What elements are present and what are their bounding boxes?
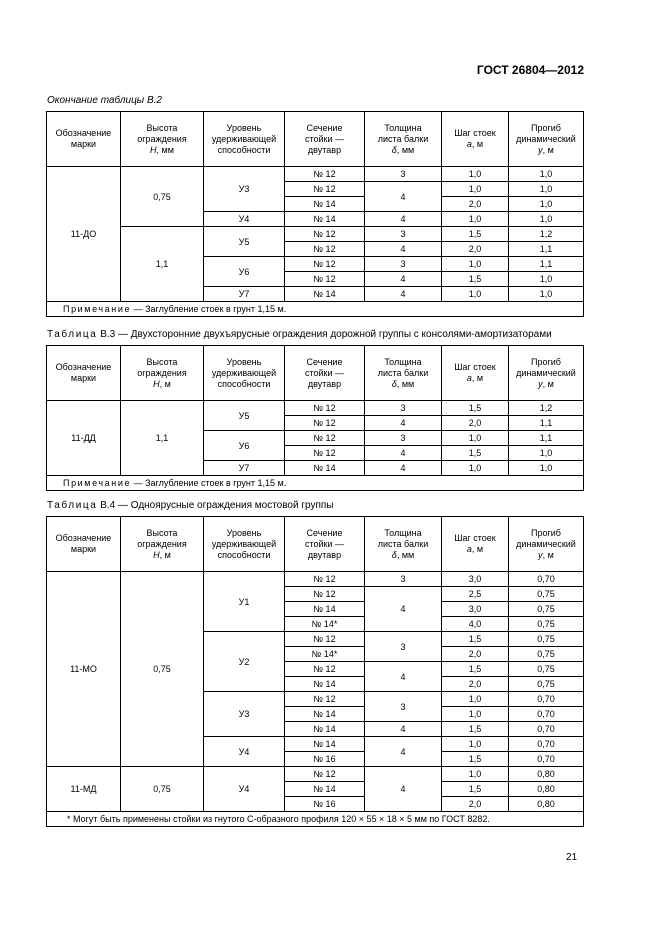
deflection-cell: 0,75 bbox=[509, 662, 584, 677]
section-cell: № 14 bbox=[285, 212, 365, 227]
table-row bbox=[47, 572, 584, 587]
step-cell: 2,0 bbox=[442, 797, 509, 812]
table-b3-caption: Таблица В.3 — Двухсторонние двухъярусные ограждения дорожной группы с консолями-амортизаторами bbox=[47, 329, 552, 340]
level-cell: У1 bbox=[204, 572, 285, 632]
column-header: Толщина листа балки δ, мм bbox=[365, 346, 442, 401]
table-b3 bbox=[46, 345, 584, 491]
section-cell: № 12 bbox=[285, 416, 365, 431]
deflection-cell: 0,75 bbox=[509, 632, 584, 647]
deflection-cell: 0,80 bbox=[509, 767, 584, 782]
column-header: Высота ограждения H, м bbox=[121, 517, 204, 572]
note-row bbox=[47, 812, 584, 827]
deflection-cell: 0,70 bbox=[509, 752, 584, 767]
step-cell: 1,5 bbox=[442, 662, 509, 677]
step-cell: 1,5 bbox=[442, 632, 509, 647]
column-header: Толщина листа балки δ, мм bbox=[365, 517, 442, 572]
thickness-cell: 3 bbox=[365, 572, 442, 587]
section-cell: № 14 bbox=[285, 707, 365, 722]
table-row bbox=[47, 767, 584, 782]
height-cell: 1,1 bbox=[121, 401, 204, 476]
section-cell: № 12 bbox=[285, 182, 365, 197]
level-cell: У4 bbox=[204, 767, 285, 812]
note-row bbox=[47, 302, 584, 317]
step-cell: 3,0 bbox=[442, 602, 509, 617]
deflection-cell: 1,0 bbox=[509, 272, 584, 287]
level-cell: У6 bbox=[204, 257, 285, 287]
section-cell: № 12 bbox=[285, 257, 365, 272]
deflection-cell: 1,2 bbox=[509, 401, 584, 416]
deflection-cell: 1,0 bbox=[509, 212, 584, 227]
table-row bbox=[47, 401, 584, 416]
thickness-cell: 4 bbox=[365, 182, 442, 212]
column-header: Обозначение марки bbox=[47, 346, 121, 401]
column-header: Сечение стойки — двутавр bbox=[285, 346, 365, 401]
deflection-cell: 0,75 bbox=[509, 617, 584, 632]
step-cell: 1,0 bbox=[442, 767, 509, 782]
table-note: Примечание — Заглубление стоек в грунт 1,15 м. bbox=[47, 302, 584, 317]
deflection-cell: 1,1 bbox=[509, 416, 584, 431]
step-cell: 1,0 bbox=[442, 737, 509, 752]
step-cell: 2,5 bbox=[442, 587, 509, 602]
thickness-cell: 3 bbox=[365, 431, 442, 446]
step-cell: 4,0 bbox=[442, 617, 509, 632]
deflection-cell: 0,80 bbox=[509, 797, 584, 812]
thickness-cell: 4 bbox=[365, 461, 442, 476]
column-header: Обозначение марки bbox=[47, 517, 121, 572]
thickness-cell: 4 bbox=[365, 272, 442, 287]
level-cell: У5 bbox=[204, 227, 285, 257]
header-row bbox=[47, 517, 584, 572]
section-cell: № 14 bbox=[285, 461, 365, 476]
thickness-cell: 3 bbox=[365, 632, 442, 662]
section-cell: № 12 bbox=[285, 446, 365, 461]
step-cell: 1,5 bbox=[442, 401, 509, 416]
step-cell: 2,0 bbox=[442, 416, 509, 431]
deflection-cell: 1,1 bbox=[509, 431, 584, 446]
step-cell: 2,0 bbox=[442, 197, 509, 212]
section-cell: № 14 bbox=[285, 602, 365, 617]
level-cell: У3 bbox=[204, 167, 285, 212]
thickness-cell: 3 bbox=[365, 257, 442, 272]
height-cell: 0,75 bbox=[121, 767, 204, 812]
section-cell: № 14 bbox=[285, 197, 365, 212]
column-header: Высота ограждения H, мм bbox=[121, 112, 204, 167]
table-footnote: * Могут быть применены стойки из гнутого С-образного профиля 120 × 55 × 18 × 5 мм по ГОСТ 8282. bbox=[47, 812, 584, 827]
column-header: Шаг стоек a, м bbox=[442, 517, 509, 572]
section-cell: № 14 bbox=[285, 782, 365, 797]
table-b4-caption: Таблица В.4 — Одноярусные ограждения мостовой группы bbox=[47, 500, 334, 511]
section-cell: № 12 bbox=[285, 662, 365, 677]
step-cell: 1,0 bbox=[442, 182, 509, 197]
deflection-cell: 0,75 bbox=[509, 602, 584, 617]
height-cell: 0,75 bbox=[121, 572, 204, 767]
level-cell: У4 bbox=[204, 212, 285, 227]
deflection-cell: 0,75 bbox=[509, 647, 584, 662]
deflection-cell: 0,70 bbox=[509, 737, 584, 752]
step-cell: 1,0 bbox=[442, 257, 509, 272]
table-row bbox=[47, 227, 584, 242]
section-cell: № 12 bbox=[285, 272, 365, 287]
standard-designation: ГОСТ 26804—2012 bbox=[476, 63, 584, 77]
deflection-cell: 1,1 bbox=[509, 242, 584, 257]
step-cell: 1,0 bbox=[442, 167, 509, 182]
mark-cell: 11-МД bbox=[47, 767, 121, 812]
table-b4 bbox=[46, 516, 584, 827]
level-cell: У2 bbox=[204, 632, 285, 692]
column-header: Уровень удерживающей способности bbox=[204, 346, 285, 401]
section-cell: № 14* bbox=[285, 647, 365, 662]
step-cell: 1,5 bbox=[442, 227, 509, 242]
step-cell: 1,5 bbox=[442, 446, 509, 461]
column-header: Сечение стойки — двутавр bbox=[285, 112, 365, 167]
thickness-cell: 4 bbox=[365, 287, 442, 302]
table-row bbox=[47, 167, 584, 182]
column-header: Шаг стоек a, м bbox=[442, 346, 509, 401]
mark-cell: 11-МО bbox=[47, 572, 121, 767]
section-cell: № 12 bbox=[285, 692, 365, 707]
thickness-cell: 4 bbox=[365, 767, 442, 812]
deflection-cell: 1,0 bbox=[509, 197, 584, 212]
section-cell: № 12 bbox=[285, 401, 365, 416]
deflection-cell: 1,2 bbox=[509, 227, 584, 242]
deflection-cell: 0,70 bbox=[509, 572, 584, 587]
table-b2-caption: Окончание таблицы В.2 bbox=[47, 95, 162, 106]
deflection-cell: 0,75 bbox=[509, 587, 584, 602]
thickness-cell: 3 bbox=[365, 227, 442, 242]
section-cell: № 12 bbox=[285, 431, 365, 446]
mark-cell: 11-ДО bbox=[47, 167, 121, 302]
deflection-cell: 1,0 bbox=[509, 167, 584, 182]
thickness-cell: 4 bbox=[365, 662, 442, 692]
level-cell: У5 bbox=[204, 401, 285, 431]
thickness-cell: 4 bbox=[365, 587, 442, 632]
step-cell: 1,0 bbox=[442, 692, 509, 707]
section-cell: № 16 bbox=[285, 752, 365, 767]
note-row bbox=[47, 476, 584, 491]
thickness-cell: 4 bbox=[365, 212, 442, 227]
section-cell: № 14 bbox=[285, 287, 365, 302]
section-cell: № 14 bbox=[285, 677, 365, 692]
deflection-cell: 1,1 bbox=[509, 257, 584, 272]
step-cell: 1,0 bbox=[442, 287, 509, 302]
column-header: Уровень удерживающей способности bbox=[204, 517, 285, 572]
height-cell: 1,1 bbox=[121, 227, 204, 302]
table-b2 bbox=[46, 111, 584, 317]
section-cell: № 12 bbox=[285, 587, 365, 602]
section-cell: № 12 bbox=[285, 767, 365, 782]
step-cell: 1,5 bbox=[442, 722, 509, 737]
height-cell: 0,75 bbox=[121, 167, 204, 227]
level-cell: У7 bbox=[204, 287, 285, 302]
deflection-cell: 1,0 bbox=[509, 446, 584, 461]
deflection-cell: 0,75 bbox=[509, 677, 584, 692]
column-header: Уровень удерживающей способности bbox=[204, 112, 285, 167]
step-cell: 1,0 bbox=[442, 431, 509, 446]
section-cell: № 14 bbox=[285, 737, 365, 752]
section-cell: № 12 bbox=[285, 227, 365, 242]
column-header: Прогиб динамический y, м bbox=[509, 346, 584, 401]
thickness-cell: 4 bbox=[365, 242, 442, 257]
deflection-cell: 1,0 bbox=[509, 287, 584, 302]
deflection-cell: 1,0 bbox=[509, 461, 584, 476]
step-cell: 1,0 bbox=[442, 707, 509, 722]
thickness-cell: 3 bbox=[365, 401, 442, 416]
level-cell: У7 bbox=[204, 461, 285, 476]
section-cell: № 14* bbox=[285, 617, 365, 632]
deflection-cell: 0,80 bbox=[509, 782, 584, 797]
step-cell: 1,0 bbox=[442, 461, 509, 476]
step-cell: 2,0 bbox=[442, 647, 509, 662]
step-cell: 1,0 bbox=[442, 212, 509, 227]
level-cell: У3 bbox=[204, 692, 285, 737]
thickness-cell: 4 bbox=[365, 416, 442, 431]
section-cell: № 16 bbox=[285, 797, 365, 812]
deflection-cell: 0,70 bbox=[509, 707, 584, 722]
column-header: Шаг стоек a, м bbox=[442, 112, 509, 167]
header-row bbox=[47, 112, 584, 167]
deflection-cell: 1,0 bbox=[509, 182, 584, 197]
deflection-cell: 0,70 bbox=[509, 692, 584, 707]
step-cell: 1,5 bbox=[442, 782, 509, 797]
table-note: Примечание — Заглубление стоек в грунт 1,15 м. bbox=[47, 476, 584, 491]
column-header: Высота ограждения H, м bbox=[121, 346, 204, 401]
level-cell: У6 bbox=[204, 431, 285, 461]
mark-cell: 11-ДД bbox=[47, 401, 121, 476]
level-cell: У4 bbox=[204, 737, 285, 767]
deflection-cell: 0,70 bbox=[509, 722, 584, 737]
thickness-cell: 3 bbox=[365, 167, 442, 182]
column-header: Прогиб динамический y, м bbox=[509, 517, 584, 572]
thickness-cell: 3 bbox=[365, 692, 442, 722]
section-cell: № 12 bbox=[285, 242, 365, 257]
step-cell: 1,5 bbox=[442, 752, 509, 767]
thickness-cell: 4 bbox=[365, 446, 442, 461]
section-cell: № 14 bbox=[285, 722, 365, 737]
step-cell: 2,0 bbox=[442, 242, 509, 257]
step-cell: 1,5 bbox=[442, 272, 509, 287]
section-cell: № 12 bbox=[285, 167, 365, 182]
section-cell: № 12 bbox=[285, 632, 365, 647]
step-cell: 3,0 bbox=[442, 572, 509, 587]
thickness-cell: 4 bbox=[365, 737, 442, 767]
column-header: Толщина листа балки δ, мм bbox=[365, 112, 442, 167]
page-number: 21 bbox=[566, 852, 578, 863]
column-header: Прогиб динамический y, м bbox=[509, 112, 584, 167]
header-row bbox=[47, 346, 584, 401]
column-header: Сечение стойки — двутавр bbox=[285, 517, 365, 572]
step-cell: 2,0 bbox=[442, 677, 509, 692]
section-cell: № 12 bbox=[285, 572, 365, 587]
thickness-cell: 4 bbox=[365, 722, 442, 737]
column-header: Обозначение марки bbox=[47, 112, 121, 167]
